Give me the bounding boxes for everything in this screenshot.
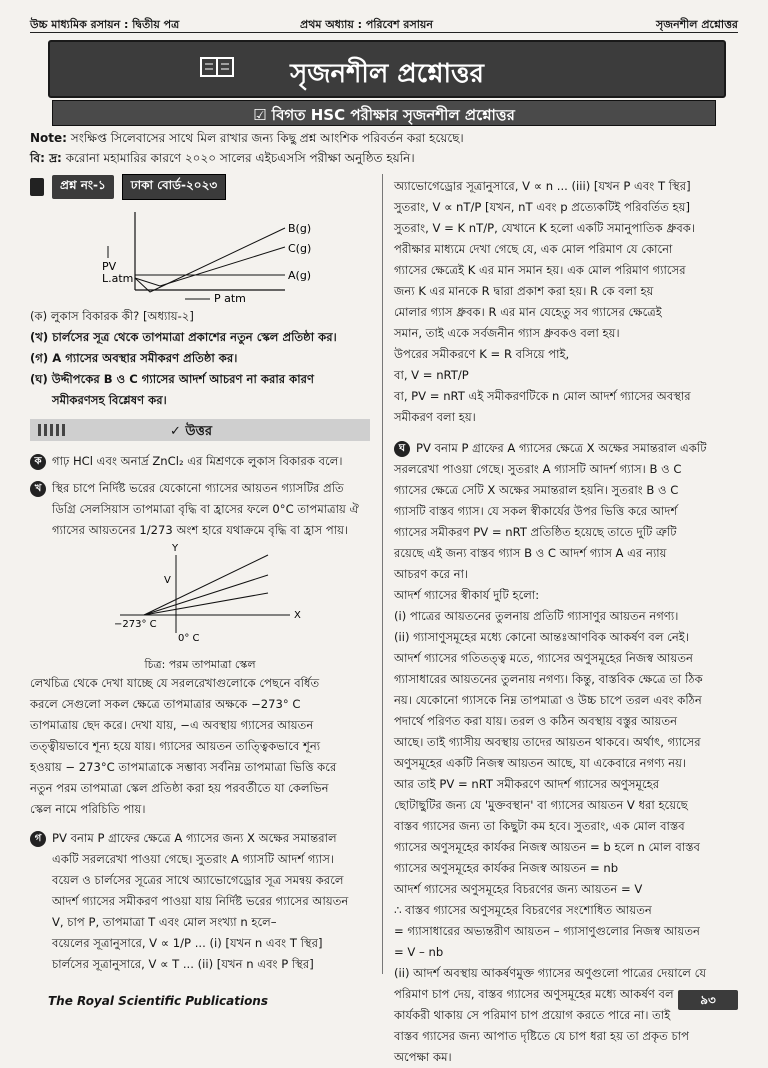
rt-line-2: সুতরাং, V ∝ nT/P [যখন, nT এবং p প্রত্যেকটিই পরিবর্তিত হয়]	[394, 200, 690, 214]
gha-line-16: অণুসমূহের একটি নিজস্ব আয়তন আছে, যা একেবারে নগণ্য নয়।	[394, 756, 687, 770]
gha-line-22: আদর্শ গ্যাসের অণুসমূহের বিচরণের জন্য আয়তন = V	[394, 882, 643, 896]
answer-ga-line-3: বয়েল ও চার্লসের সূত্রের সাথে অ্যাভোগেড্রোর সূত্র সমন্বয় করলে	[52, 873, 344, 887]
gha-line-27: পরিমাণ চাপ দেয়, বাস্তব গ্যাসের অণুসমূহের মধ্যে আকর্ষণ বল	[394, 987, 674, 1001]
series-b-label: B(g)	[288, 222, 312, 235]
gha-line-18: ছোটাছুটির জন্য যে 'মুক্তবস্থান' বা গ্যাসের আয়তন V ধরা হয়েছে	[394, 798, 688, 812]
gha-line-19: বাস্তব গ্যাসের জন্য তা কিছুটা কম হবে। সুতরাং, এক মোল বাস্তব	[394, 819, 685, 833]
question-header	[30, 176, 370, 198]
answer-title: ✓ উত্তর	[170, 424, 212, 439]
rt-line-1: অ্যাভোগেড্রোর সূত্রানুসারে, V ∝ n ... (iii) [যখন P এবং T স্থির]	[394, 179, 691, 193]
gha-line-6: রয়েছে এই জন্য বাস্তব গ্যাস B ও C আদর্শ গ্যাস A এর ন্যায়	[394, 546, 667, 560]
gha-line-23: ∴ বাস্তব গ্যাসের অণুসমূহের বিচরণের সংশোধিত আয়তন	[394, 903, 652, 917]
figure-caption: চিত্র: পরম তাপমাত্রা স্কেল	[144, 658, 256, 671]
kha-para-5: হওয়ায় − 273°C তাপমাত্রাকে সম্ভাব্য সর্বনিম্ন তাপমাত্রা ভিত্তি করে	[30, 760, 337, 774]
series-c-line	[135, 247, 285, 286]
gha-line-8: আদর্শ গ্যাসের স্বীকার্য দুটি হলো:	[394, 588, 540, 602]
kelvin-line-1	[144, 555, 268, 615]
note-label: Note:	[30, 131, 67, 145]
column-divider	[382, 174, 383, 974]
gha-text-1: PV বনাম P গ্রাফের A গ্যাসের ক্ষেত্রে X অক্ষের সমান্তরাল একটি	[416, 441, 707, 455]
answer-kha-line-3: গ্যাসের আয়তনের 1/273 অংশ হারে যথাক্রমে বৃদ্ধি বা হ্রাস পায়।	[52, 523, 349, 537]
rt-line-6: জন্য K এর মানকে R দ্বারা প্রকাশ করা হয়। R কে বলা হয়	[394, 284, 654, 298]
gha-line-2: সরলরেখা পাওয়া গেছে। সুতরাং A গ্যাসটি আদর্শ গ্যাস। B ও C	[394, 462, 682, 476]
gha-line-12: গ্যাসাধারের আয়তনের তুলনায় নগণ্য। কিন্তু, বাস্তবিক ক্ষেত্রে তা ঠিক	[394, 672, 703, 686]
graph-y-tick: L.atm	[102, 272, 134, 285]
part-ga: (গ) A গ্যাসের অবস্থার সমীকরণ প্রতিষ্ঠা কর।	[30, 351, 238, 365]
kha-para-3: তাপমাত্রায় ছেদ করে। দেখা যায়, −এ অবস্থায় গ্যাসের আয়তন	[30, 718, 314, 732]
question-number: প্রশ্ন নং-১	[52, 175, 114, 199]
answer-ga-line-6: বয়েলের সূত্রানুসারে, V ∝ 1/P ... (i) [যখন n এবং T স্থির]	[52, 936, 323, 950]
graph-y-label: PV	[102, 260, 117, 273]
answer-ga-line-5: V, চাপ P, তাপমাত্রা T এবং মোল সংখ্যা n হলে–	[52, 915, 277, 929]
gha-line-4: গ্যাসটি বাস্তব গ্যাস। যে সকল স্বীকার্যের উপর ভিত্তি করে আদর্শ	[394, 504, 678, 518]
kelvin-graph	[60, 541, 360, 653]
part-gha-cont: সমীকরণসহ বিশ্লেষণ কর।	[52, 393, 167, 407]
series-b-line	[135, 228, 285, 292]
series-a-label: A(g)	[288, 269, 312, 282]
gha-line-11: আদর্শ গ্যাসের গতিতত্ত্ব মতে, গ্যাসের অণুসমূহের নিজস্ব আয়তন	[394, 651, 693, 665]
kelvin-y: Y	[172, 543, 179, 554]
gha-line-29: বাস্তব গ্যাসের জন্য আপাত দৃষ্টিতে যে চাপ ধরা হয় তা প্রকৃত চাপ	[394, 1029, 690, 1043]
kha-para-7: স্কেল নামে পরিচিতি পায়।	[30, 802, 146, 816]
stripe-decoration	[38, 424, 68, 436]
rt-line-7: মোলার গ্যাস ধ্রুবক। R এর মান যেহেতু সব গ্যাসের ক্ষেত্রেই	[394, 305, 662, 319]
rt-line-12: সমীকরণ বলা হয়।	[394, 410, 476, 424]
note-line	[30, 130, 738, 150]
gha-line-24: = গ্যাসাধারের অভ্যন্তরীণ আয়তন – গ্যাসাণুগুলোর নিজস্ব আয়তন	[394, 924, 700, 938]
gha-line-21: গ্যাসের অণুসমূহের কার্যকর নিজস্ব আয়তন = nb	[394, 861, 619, 875]
answer-ga-line-4: আদর্শ গ্যাসের সমীকরণ পাওয়া যায় নির্দিষ্ট ভরের গ্যাসের আয়তন	[52, 894, 349, 908]
publisher-footer: The Royal Scientific Publications	[48, 994, 268, 1008]
kha-para-4: তত্ত্বীয়ভাবে শূন্য হয়ে যায়। গ্যাসের আয়তন তাত্ত্বিকভাবে শূন্য	[30, 739, 321, 753]
kelvin-x: X	[294, 610, 301, 621]
question-icon	[30, 178, 44, 196]
note-text: সংক্ষিপ্ত সিলেবাসের সাথে মিল রাখার জন্য কিছু প্রশ্ন আংশিক পরিবর্তন করা হয়েছে।	[66, 131, 464, 145]
kelvin-line-3	[144, 593, 268, 615]
answer-ga-line-2: একটি সরলরেখা পাওয়া গেছে। সুতরাং A গ্যাসটি আদর্শ গ্যাস।	[52, 852, 335, 866]
rt-line-8: সমান, তাই একে সর্বজনীন গ্যাস ধ্রুবকও বলা হয়।	[394, 326, 620, 340]
kelvin-zero: 0° C	[178, 633, 200, 644]
gha-line-25: = V – nb	[394, 945, 444, 959]
mark-ga: গ	[30, 831, 46, 847]
gha-line-14: পদার্থে পরিণত করা যায়। তরল ও কঠিন অবস্থায় বস্তুর আয়তন	[394, 714, 678, 728]
part-kha: (খ) চার্লসের সূত্র থেকে তাপমাত্রা প্রকাশের নতুন স্কেল প্রতিষ্ঠা কর।	[30, 330, 337, 344]
answer-ka	[30, 451, 370, 472]
gha-line-1	[394, 438, 742, 459]
left-column	[30, 176, 370, 975]
rt-line-9: উপরের সমীকরণে K = R বসিয়ে পাই,	[394, 347, 570, 361]
mark-gha: ঘ	[394, 441, 410, 457]
running-header	[30, 12, 738, 33]
gha-line-15: আছে। তাই গ্যাসীয় অবস্থায় তাদের আয়তন থাকবে। অর্থাৎ, গ্যাসের	[394, 735, 701, 749]
answer-header	[30, 419, 370, 441]
gha-line-28: কার্যকরী থাকায় সে পরিমাণ চাপ প্রয়োগ করতে পারে না। তাই	[394, 1008, 671, 1022]
note-text-2: করোনা মহামারির কারণে ২০২০ সালের এইচএসসি পরীক্ষা অনুষ্ঠিত হয়নি।	[61, 151, 415, 165]
answer-ga-text-1: PV বনাম P গ্রাফের ক্ষেত্রে A গ্যাসের জন্য X অক্ষের সমান্তরাল	[52, 831, 337, 845]
kha-para-1: লেখচিত্র থেকে দেখা যাচ্ছে যে সরলরেখাগুলোকে পেছনে বর্ধিত	[30, 676, 320, 690]
answer-ka-text: গাঢ় HCl এবং অনার্দ্র ZnCl₂ এর মিশ্রণকে লুকাস বিকারক বলে।	[52, 454, 343, 468]
part-gha: (ঘ) উদ্দীপকের B ও C গ্যাসের আদর্শ আচরণ না করার কারণ	[30, 372, 314, 386]
kha-para-2: করলে সেগুলো সকল ক্ষেত্রে তাপমাত্রার অক্ষকে −273° C	[30, 697, 301, 711]
gha-line-20: গ্যাসের অণুসমূহের কার্যকর নিজস্ব আয়তন = b হলে n মোল বাস্তব	[394, 840, 700, 854]
answer-kha-line-2: ডিগ্রি সেলসিয়াস তাপমাত্রা বৃদ্ধি বা হ্রাসের ফলে 0°C তাপমাত্রায় ঐ	[52, 502, 359, 516]
answer-ga-line-1	[30, 828, 370, 849]
rt-line-10: বা, V = nRT/P	[394, 368, 469, 382]
header-right: সৃজনশীল প্রশ্নোত্তর	[655, 18, 738, 31]
section-banner	[48, 40, 726, 98]
gha-line-7: আচরণ করে না।	[394, 567, 469, 581]
gha-line-13: নয়। যেকোনো গ্যাসকে নিম্ন তাপমাত্রা ও উচ্চ চাপে তরল এবং কঠিন	[394, 693, 702, 707]
answer-kha-line-1	[30, 478, 370, 499]
sub-banner	[52, 100, 716, 126]
gha-line-17: আর তাই PV = nRT সমীকরণে আদর্শ গ্যাসের অণুসমূহের	[394, 777, 660, 791]
rt-line-3: সুতরাং, V = K nT/P, যেখানে K হলো একটি সমানুপাতিক ধ্রুবক।	[394, 221, 696, 235]
gha-line-26: (ii) আদর্শ অবস্থায় আকর্ষণমুক্ত গ্যাসের অণুগুলো পাত্রের দেয়ালে যে	[394, 966, 707, 980]
graph-x-label: P atm	[214, 292, 246, 302]
header-center: প্রথম অধ্যায় : পরিবেশ রসায়ন	[300, 18, 433, 31]
header-left: উচ্চ মাধ্যমিক রসায়ন : দ্বিতীয় পত্র	[30, 18, 180, 31]
gha-line-9: (i) পাত্রের আয়তনের তুলনায় প্রতিটি গ্যাসাণুর আয়তন নগণ্য।	[394, 609, 679, 623]
mark-ka: ক	[30, 454, 46, 470]
kha-para-6: নতুন পরম তাপমাত্রা স্কেল প্রতিষ্ঠা করা হয় পরবর্তীতে যা কেলভিন	[30, 781, 329, 795]
gha-line-5: গ্যাসের সমীকরণ PV = nRT প্রতিষ্ঠিত হয়েছে তাতে দুটি ত্রুটি	[394, 525, 677, 539]
rt-line-11: বা, PV = nRT এই সমীকরণটিকে n মোল আদর্শ গ্যাসের অবস্থার	[394, 389, 691, 403]
gha-line-3: গ্যাসের ক্ষেত্রে সেটি X অক্ষের সমান্তরাল হয়নি। সুতরাং B ও C	[394, 483, 679, 497]
part-ka: (ক) লুকাস বিকারক কী? [অধ্যায়-২]	[30, 309, 194, 323]
answer-ga-line-7: চার্লসের সূত্রানুসারে, V ∝ T ... (ii) [যখন n এবং P স্থির]	[52, 957, 314, 971]
series-c-label: C(g)	[288, 242, 312, 255]
right-column	[394, 176, 742, 1068]
kelvin-line-2	[144, 575, 268, 615]
pv-graph	[30, 202, 350, 302]
note-label-2: বি: দ্র:	[30, 151, 62, 165]
page-number: ৯৩	[678, 990, 738, 1010]
gha-line-30: অপেক্ষা কম।	[394, 1050, 452, 1064]
rt-line-4: পরীক্ষার মাধ্যমে দেখা গেছে যে, এক মোল পরিমাণ যে কোনো	[394, 242, 673, 256]
board-tag: ঢাকা বোর্ড-২০২৩	[122, 174, 226, 200]
kelvin-neg: −273° C	[114, 619, 157, 630]
note-line-2	[30, 150, 738, 170]
mark-kha: খ	[30, 481, 46, 497]
rt-line-5: গ্যাসের ক্ষেত্রেই K এর মান সমান হয়। এক মোল পরিমাণ গ্যাসের	[394, 263, 686, 277]
gha-line-10: (ii) গ্যাসাণুসমূহের মধ্যে কোনো আন্তঃআণবিক আকর্ষণ বল নেই।	[394, 630, 689, 644]
sub-banner-title: ☑ বিগত HSC পরীক্ষার সৃজনশীল প্রশ্নোত্তর	[253, 106, 515, 124]
kelvin-v: V	[164, 575, 171, 586]
banner-title: সৃজনশীল প্রশ্নোত্তর	[290, 59, 484, 89]
answer-kha-text-1: স্থির চাপে নির্দিষ্ট ভরের যেকোনো গ্যাসের আয়তন গ্যাসটির প্রতি	[52, 481, 344, 495]
